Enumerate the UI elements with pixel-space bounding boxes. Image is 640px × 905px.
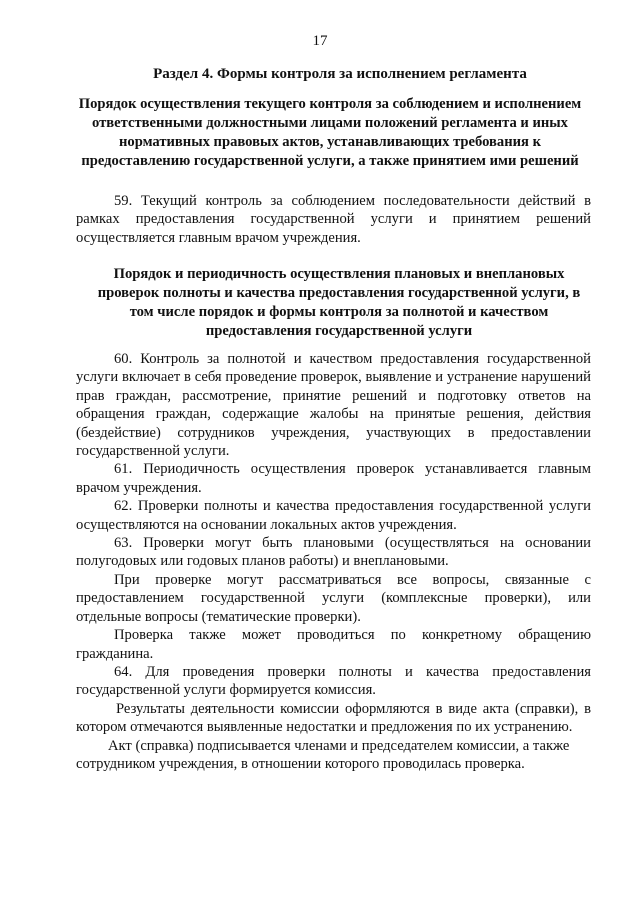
- paragraph-64-results: Результаты деятельности комиссии оформляются в виде акта (справки), в котором отмечаются выявленные недостатки и предложения по их устранению.: [76, 700, 591, 736]
- heading-current-control: Порядок осуществления текущего контроля за соблюдением и исполнением ответственными должностными лицами положений регламента и иных нормативных правовых актов, устанавливающих требования к предоставлению государственной услуги, а также принятием ими решений: [78, 96, 582, 169]
- paragraph-63: 63. Проверки могут быть плановыми (осуществляться на основании полугодовых или годовых планов работы) и внеплановыми.: [76, 535, 591, 570]
- paragraph-64: 64. Для проведения проверки полноты и качества предоставления государственной услуги формируется комиссия.: [76, 663, 591, 699]
- paragraph-62: 62. Проверки полноты и качества предоставления государственной услуги осуществляются на основании локальных актов учреждения.: [76, 498, 591, 533]
- paragraph-64-act: Акт (справка) подписывается членами и председателем комиссии, а также сотрудником учреждения, в отношении которого проводилась проверка.: [76, 737, 570, 772]
- paragraph-60: 60. Контроль за полнотой и качеством предоставления государственной услуги включает в себя проведение проверок, выявление и устранение нарушений прав граждан, рассмотрение, принятие решений и подготовку ответов на обращения граждан, содержащие жалобы на принятые решения, действия (бездействие) сотрудников учреждения, участвующих в предоставлении государственной услуги.: [76, 351, 591, 460]
- paragraph-63-request: Проверка также может проводиться по конкретному обращению гражданина.: [76, 627, 591, 662]
- body-block-60-64: [76, 350, 591, 773]
- paragraph-59: 59. Текущий контроль за соблюдением последовательности действий в рамках предоставления государственной услуги и принятием решений осуществляется главным врачом учреждения.: [76, 193, 591, 246]
- body-block-59: [76, 192, 591, 247]
- paragraph-63-scope: При проверке могут рассматриваться все вопросы, связанные с предоставлением государственной услуги (комплексные проверки), или отдельные вопросы (тематические проверки).: [76, 571, 591, 625]
- page-number: 17: [312, 33, 328, 49]
- paragraph-61: 61. Периодичность осуществления проверок устанавливается главным врачом учреждения.: [76, 461, 591, 496]
- section-title: Раздел 4. Формы контроля за исполнением регламента: [153, 66, 527, 82]
- heading-planned-inspections: Порядок и периодичность осуществления плановых и внеплановых проверок полноты и качества предоставления государственной услуги, в том числе порядок и формы контроля за полнотой и качеством предоставления государственной услуги: [97, 266, 581, 339]
